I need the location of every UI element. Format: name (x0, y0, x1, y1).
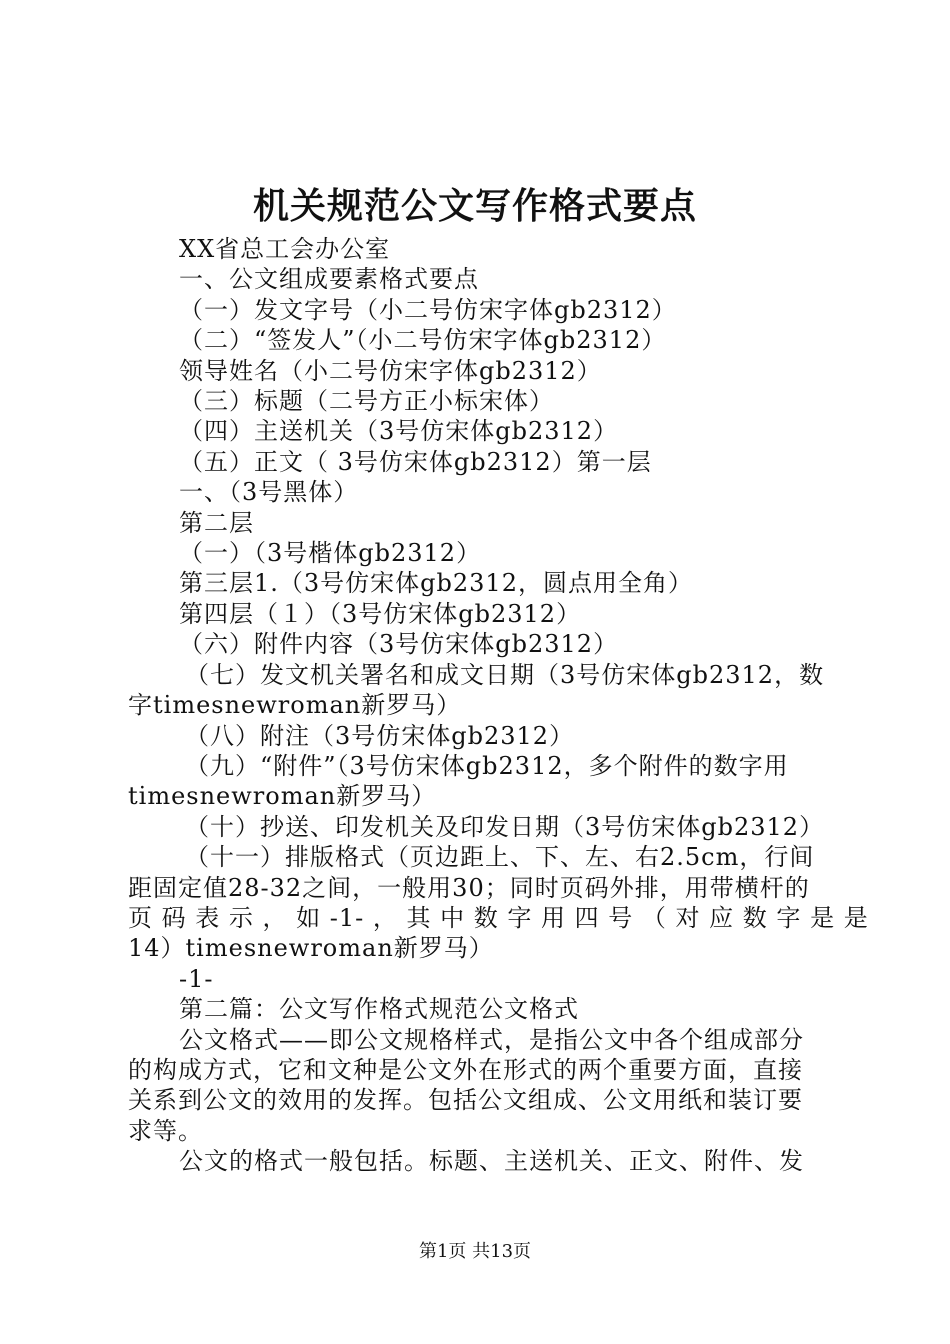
text-line: 公文的格式一般包括。标题、主送机关、正文、附件、发 (179, 1147, 804, 1176)
document-body (128, 234, 869, 1177)
section-heading: 第二篇：公文写作格式规范公文格式 (179, 995, 579, 1024)
text-line: 14）timesnewroman新罗马） (128, 934, 494, 963)
text-line: timesnewroman新罗马） (128, 782, 437, 811)
text-line: （八）附注（3号仿宋体gb2312） (185, 721, 575, 750)
text-line: （十一）排版格式（页边距上、下、左、右2.5cm，行间 (185, 843, 815, 872)
text-line: （六）附件内容（3号仿宋体gb2312） (179, 630, 619, 659)
text-line: 求等。 (128, 1116, 203, 1145)
text-line: 第四层（１）（3号仿宋体gb2312） (179, 599, 582, 628)
text-line: 一、公文组成要素格式要点 (179, 265, 479, 294)
text-line: （三）标题（二号方正小标宋体） (179, 387, 554, 416)
text-line: 一、（3号黑体） (179, 478, 359, 507)
text-line: （七）发文机关署名和成文日期（3号仿宋体gb2312，数 (185, 660, 825, 689)
text-line: 页 码 表 示 ， 如 -1- ， 其 中 数 字 用 四 号 （ 对 应 数 字 是 是 (128, 903, 869, 932)
text-line: （一）发文字号（小二号仿宋字体gb2312） (179, 295, 677, 324)
page-footer: 第1页 共13页 (418, 1241, 532, 1262)
text-line: 关系到公文的效用的发挥。包括公文组成、公文用纸和装订要 (128, 1086, 803, 1115)
text-line: （十）抄送、印发机关及印发日期（3号仿宋体gb2312） (185, 812, 825, 841)
text-line: 第二层 (179, 508, 254, 537)
text-line: （二）“签发人”（小二号仿宋字体gb2312） (179, 326, 667, 355)
text-line: （五）正文（ 3号仿宋体gb2312）第一层 (179, 447, 652, 476)
page-marker: -1- (179, 964, 214, 993)
document-title: 机关规范公文写作格式要点 (252, 186, 697, 227)
text-line: 领导姓名（小二号仿宋字体gb2312） (179, 356, 602, 385)
text-line: 第三层1.（3号仿宋体gb2312，圆点用全角） (179, 569, 693, 598)
text-line: （九）“附件”（3号仿宋体gb2312，多个附件的数字用 (185, 751, 789, 780)
text-line: （一）（3号楷体gb2312） (179, 539, 482, 568)
text-line: 距固定值28-32之间，一般用30；同时页码外排，用带横杆的 (128, 873, 810, 902)
text-line: 字timesnewroman新罗马） (128, 691, 462, 720)
text-line: 的构成方式，它和文种是公文外在形式的两个重要方面，直接 (128, 1055, 803, 1084)
text-line: XX省总工会办公室 (179, 235, 391, 263)
text-line: 公文格式——即公文规格样式，是指公文中各个组成部分 (179, 1025, 804, 1054)
text-line: （四）主送机关（3号仿宋体gb2312） (179, 417, 619, 446)
